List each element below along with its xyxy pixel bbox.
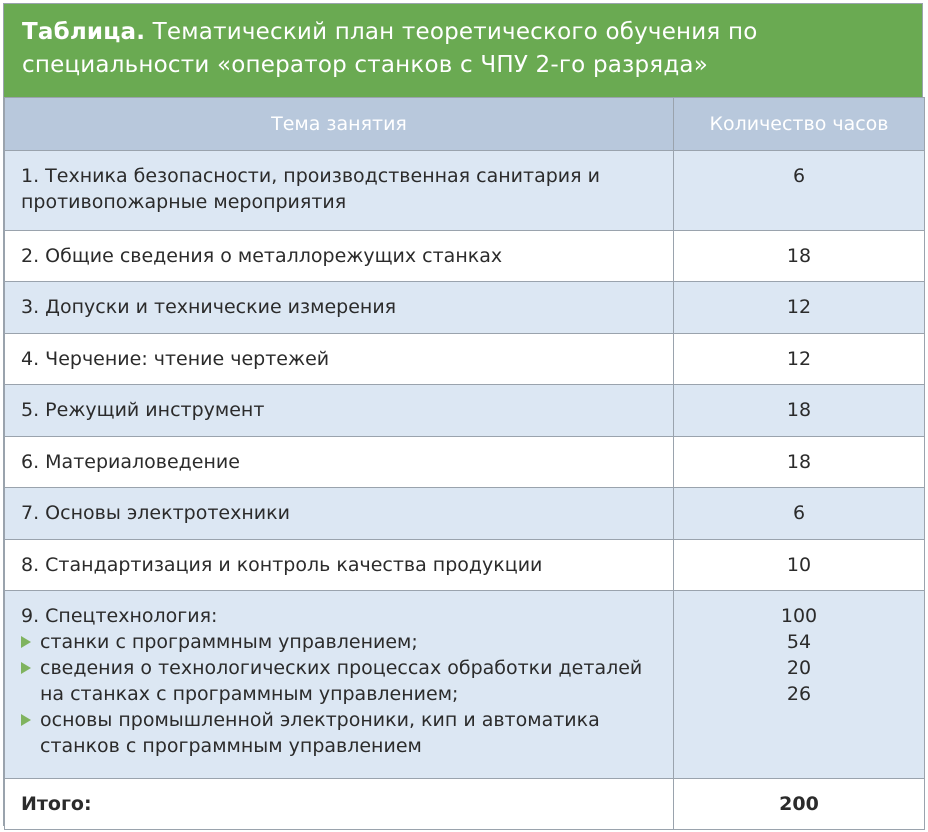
- caption-text: Тематический план теоретического обучения по специальности «оператор станков с ЧПУ 2-го разряда»: [22, 19, 758, 78]
- subitem-text: сведения о технологических процессах обработки деталей на станках с программным управлением;: [40, 657, 643, 705]
- table-row-special: [5, 591, 925, 779]
- header-topic: Тема занятия: [5, 98, 674, 151]
- row-topic: 5. Режущий инструмент: [5, 385, 674, 437]
- subitem-hours: 20: [786, 657, 812, 679]
- subitem-hours: 26: [786, 683, 812, 705]
- subitem-text: станки с программным управлением;: [40, 631, 418, 653]
- table-row: [5, 437, 925, 488]
- row-hours: 10: [674, 540, 925, 591]
- row-hours: 6: [674, 488, 925, 540]
- plan-table-frame: [3, 3, 923, 826]
- row-hours: 12: [674, 282, 925, 334]
- subitem-text: основы промышленной электроники, кип и автоматика станков с программным управлением: [40, 709, 600, 757]
- row-topic: 8. Стандартизация и контроль качества продукции: [5, 540, 674, 591]
- total-label: Итого:: [5, 779, 674, 830]
- subitem: [21, 655, 663, 707]
- row-topic: 7. Основы электротехники: [5, 488, 674, 540]
- triangle-bullet-icon: [21, 714, 31, 726]
- table-row: [5, 282, 925, 334]
- table-row: [5, 385, 925, 437]
- row-hours: 18: [674, 231, 925, 282]
- row-topic: 3. Допуски и технические измерения: [5, 282, 674, 334]
- row-topic: 1. Техника безопасности, производственная санитария и противопожарные мероприятия: [5, 151, 674, 231]
- table-row: [5, 151, 925, 231]
- row-hours: 18: [674, 437, 925, 488]
- special-topic-cell: [5, 591, 674, 779]
- triangle-bullet-icon: [21, 662, 31, 674]
- special-hours-cell: [674, 591, 925, 779]
- table-row: [5, 334, 925, 385]
- header-row: [5, 98, 925, 151]
- row-hours: 6: [674, 151, 925, 231]
- row-hours: 12: [674, 334, 925, 385]
- table-row: [5, 488, 925, 540]
- table-caption: [4, 4, 922, 97]
- table-row: [5, 540, 925, 591]
- table-row: [5, 231, 925, 282]
- row-topic: 4. Черчение: чтение чертежей: [5, 334, 674, 385]
- special-topic: 9. Спецтехнология:: [21, 605, 218, 627]
- total-value: 200: [674, 779, 925, 830]
- plan-table: [4, 97, 925, 830]
- triangle-bullet-icon: [21, 636, 31, 648]
- caption-label: Таблица.: [22, 19, 146, 45]
- header-hours: Количество часов: [674, 98, 925, 151]
- special-hours: 100: [780, 605, 818, 627]
- subitem-hours: 54: [786, 631, 812, 653]
- subitem: [21, 707, 663, 759]
- row-topic: 2. Общие сведения о металлорежущих станках: [5, 231, 674, 282]
- total-row: [5, 779, 925, 830]
- subitem: [21, 629, 663, 655]
- row-topic: 6. Материаловедение: [5, 437, 674, 488]
- row-hours: 18: [674, 385, 925, 437]
